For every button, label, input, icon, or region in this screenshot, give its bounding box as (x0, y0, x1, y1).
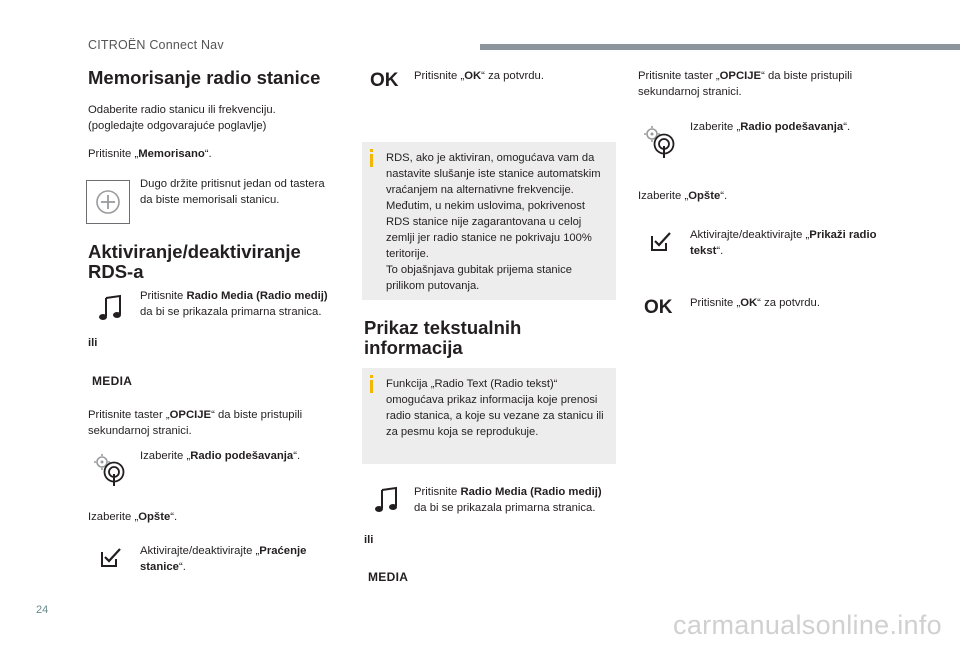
checkbox-icon (100, 548, 122, 573)
instruction-select-radio-settings: Izaberite „Radio podešavanja“. (690, 121, 851, 133)
instruction-press-radio-media: Pritisnite Radio Media (Radio medij) da bi se prikazala primarna stranica. (414, 486, 602, 514)
instruction-press-ok: Pritisnite „OK“ za potvrdu. (414, 70, 544, 82)
instruction-press-options: Pritisnite taster „OPCIJE“ da biste pristupili sekundarnoj stranici. (88, 409, 303, 437)
memory-add-icon (86, 180, 130, 224)
watermark: carmanualsonline.info (673, 610, 942, 640)
instruction-select-general: Izaberite „Opšte“. (88, 511, 178, 523)
instruction-toggle-radio-text: Aktivirajte/deaktivirajte „Prikaži radio tekst“. (690, 229, 877, 257)
media-button-label: MEDIA (368, 570, 409, 584)
instruction-toggle-station-tracking: Aktivirajte/deaktivirajte „Praćenje stanice“. (140, 545, 307, 573)
info-note-rds: RDS, ako je aktiviran, omogućava vam da nastavite slušanje iste stanice automatskim vraćanjem na alternativne frekvencije. Međutim, u nekim uslovima, pokrivenost RDS stanice nije zagarantovana u celoj zemlji jer radio stanice ne pokrivaju 100% teritorije. To objašnjava gubitak prijema stanice prilikom putovanja. (362, 142, 616, 300)
header-title: CITROËN Connect Nav (88, 38, 224, 52)
instruction-select-general: Izaberite „Opšte“. (638, 190, 728, 202)
music-note-icon (98, 294, 124, 327)
instruction-hold-button: Dugo držite pritisnut jedan od tastera da biste memorisali stanicu. (140, 178, 325, 206)
or-label: ili (88, 337, 98, 349)
radio-settings-icon (94, 452, 128, 491)
instruction-press-radio-media: Pritisnite Radio Media (Radio medij) da bi se prikazala primarna stranica. (140, 290, 328, 318)
media-button-label: MEDIA (92, 374, 133, 388)
instruction-press-options: Pritisnite taster „OPCIJE“ da biste pristupili sekundarnoj stranici. (638, 70, 853, 98)
header-bar (480, 44, 960, 50)
page-number: 24 (36, 604, 49, 616)
instruction-select-radio-settings: Izaberite „Radio podešavanja“. (140, 450, 301, 462)
ok-button-icon: OK (370, 70, 399, 91)
section-title-rds: Aktiviranje/deaktiviranje RDS-a (88, 241, 301, 282)
music-note-icon (374, 486, 400, 519)
info-icon (370, 154, 373, 167)
instruction-select-station: Odaberite radio stanicu ili frekvenciju. (pogledajte odgovarajuće poglavlje) (88, 104, 276, 132)
section-title-memorize: Memorisanje radio stanice (88, 67, 321, 88)
checkbox-icon (650, 232, 672, 257)
instruction-press-memorized: Pritisnite „Memorisano“. (88, 148, 212, 160)
info-icon (370, 380, 373, 393)
instruction-press-ok: Pritisnite „OK“ za potvrdu. (690, 297, 820, 309)
ok-button-icon: OK (644, 297, 673, 318)
radio-settings-icon (644, 124, 678, 163)
section-title-text-info: Prikaz tekstualnih informacija (364, 317, 522, 358)
info-note-radio-text: Funkcija „Radio Text (Radio tekst)“ omogućava prikaz informacija koje prenosi radio stanica, a koje su vezane za stanicu ili za pesmu koja se reprodukuje. (362, 368, 616, 464)
or-label: ili (364, 534, 374, 546)
